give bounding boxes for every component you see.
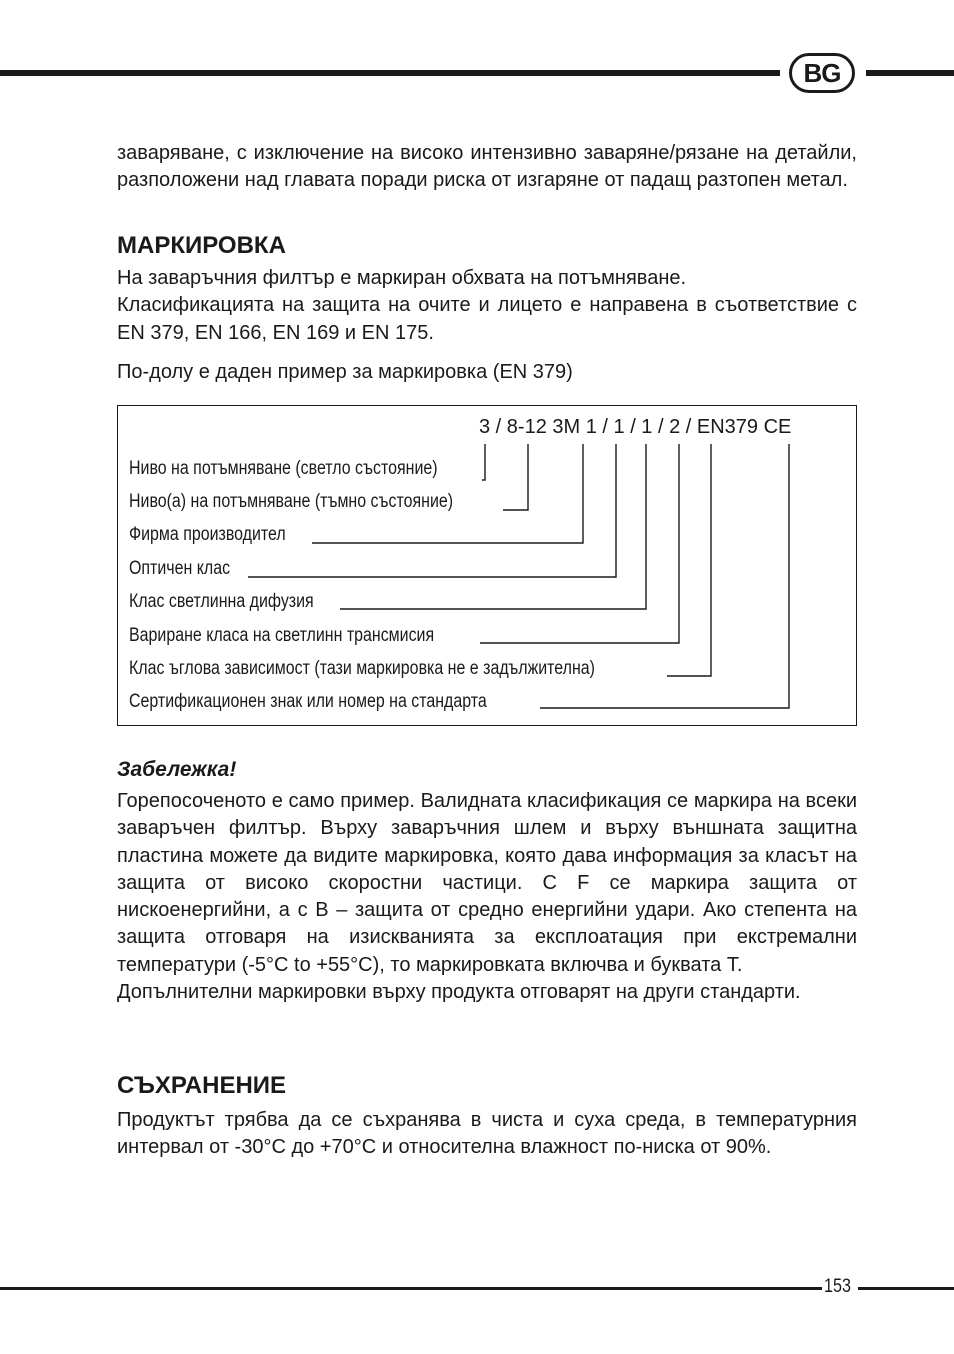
legend-label-transmission-variation: Вариране класа на светлинн трансмисия (129, 625, 435, 646)
footer-rule-right (858, 1287, 954, 1290)
note-paragraph: Горепосоченото е само пример. Валидната класификация се маркира на всеки заваръчен филтър. Върху заваръчния шлем и върху външната защитна пластина можете да видите маркировка, която дава информация за класът на защита от високо скоростни частици. С F се маркира защита от нискоенергийни, а с В – защита от средно енергийни удари. Ако степента на защита отговаря на изискванията за експлоатация при екстремални температури (-5°C to +55°C), то маркировката включва и буквата Т. Допълнителни маркировки върху продукта отговарят на други стандарти. (117, 790, 857, 1004)
leader-line-certification-mark (540, 444, 789, 708)
legend-label-optical-class: Оптичен клас (129, 558, 231, 579)
legend-label-diffusion-class: Клас светлинна дифузия (129, 591, 314, 612)
intro-paragraph: заваряване, с изключение на високо интензивно заваряне/рязане на детайли, разположени над главата поради риска от изгаряне от падащ разтопен метал. (117, 142, 857, 192)
legend-label-dark-shade: Ниво(а) на потъмняване (тъмно състояние) (129, 491, 454, 512)
legend-label-light-shade: Ниво на потъмняване (светло състояние) (129, 458, 438, 479)
leader-line-angle-dependence (667, 444, 711, 676)
marking-paragraph-1: На заваръчния филтър е маркиран обхвата на потъмняване. Класификацията на защита на очите и лицето е направена в съответствие с EN 379, EN 166, EN 169 и EN 175. (117, 267, 857, 344)
leader-line-manufacturer (312, 444, 583, 543)
page-number: 153 (824, 1276, 851, 1297)
legend-label-certification-mark: Сертификационен знак или номер на стандарта (129, 691, 487, 712)
storage-paragraph: Продуктът трябва да се съхранява в чиста и суха среда, в температурния интервал от -30°C до +70°C и относителна влажност по-ниска от 90%. (117, 1109, 857, 1159)
leader-line-optical-class (248, 444, 616, 577)
language-badge: BG (789, 53, 855, 93)
legend-label-manufacturer: Фирма производител (129, 524, 286, 545)
leader-line-light-shade (482, 444, 485, 480)
leader-line-diffusion-class (340, 444, 646, 609)
footer-rule-left (0, 1287, 822, 1290)
marking-code: 3 / 8-12 3M 1 / 1 / 1 / 2 / EN379 CE (479, 416, 792, 438)
legend-label-angle-dependence: Клас ъглова зависимост (тази маркировка не е задължителна) (129, 658, 595, 679)
note-title: Забележка! (117, 758, 237, 781)
marking-paragraph-2: По-долу е даден пример за маркировка (EN 379) (117, 361, 573, 383)
storage-heading: СЪХРАНЕНИЕ (117, 1072, 287, 1099)
leader-line-dark-shade (503, 444, 528, 510)
marking-heading: МАРКИРОВКА (117, 232, 286, 259)
